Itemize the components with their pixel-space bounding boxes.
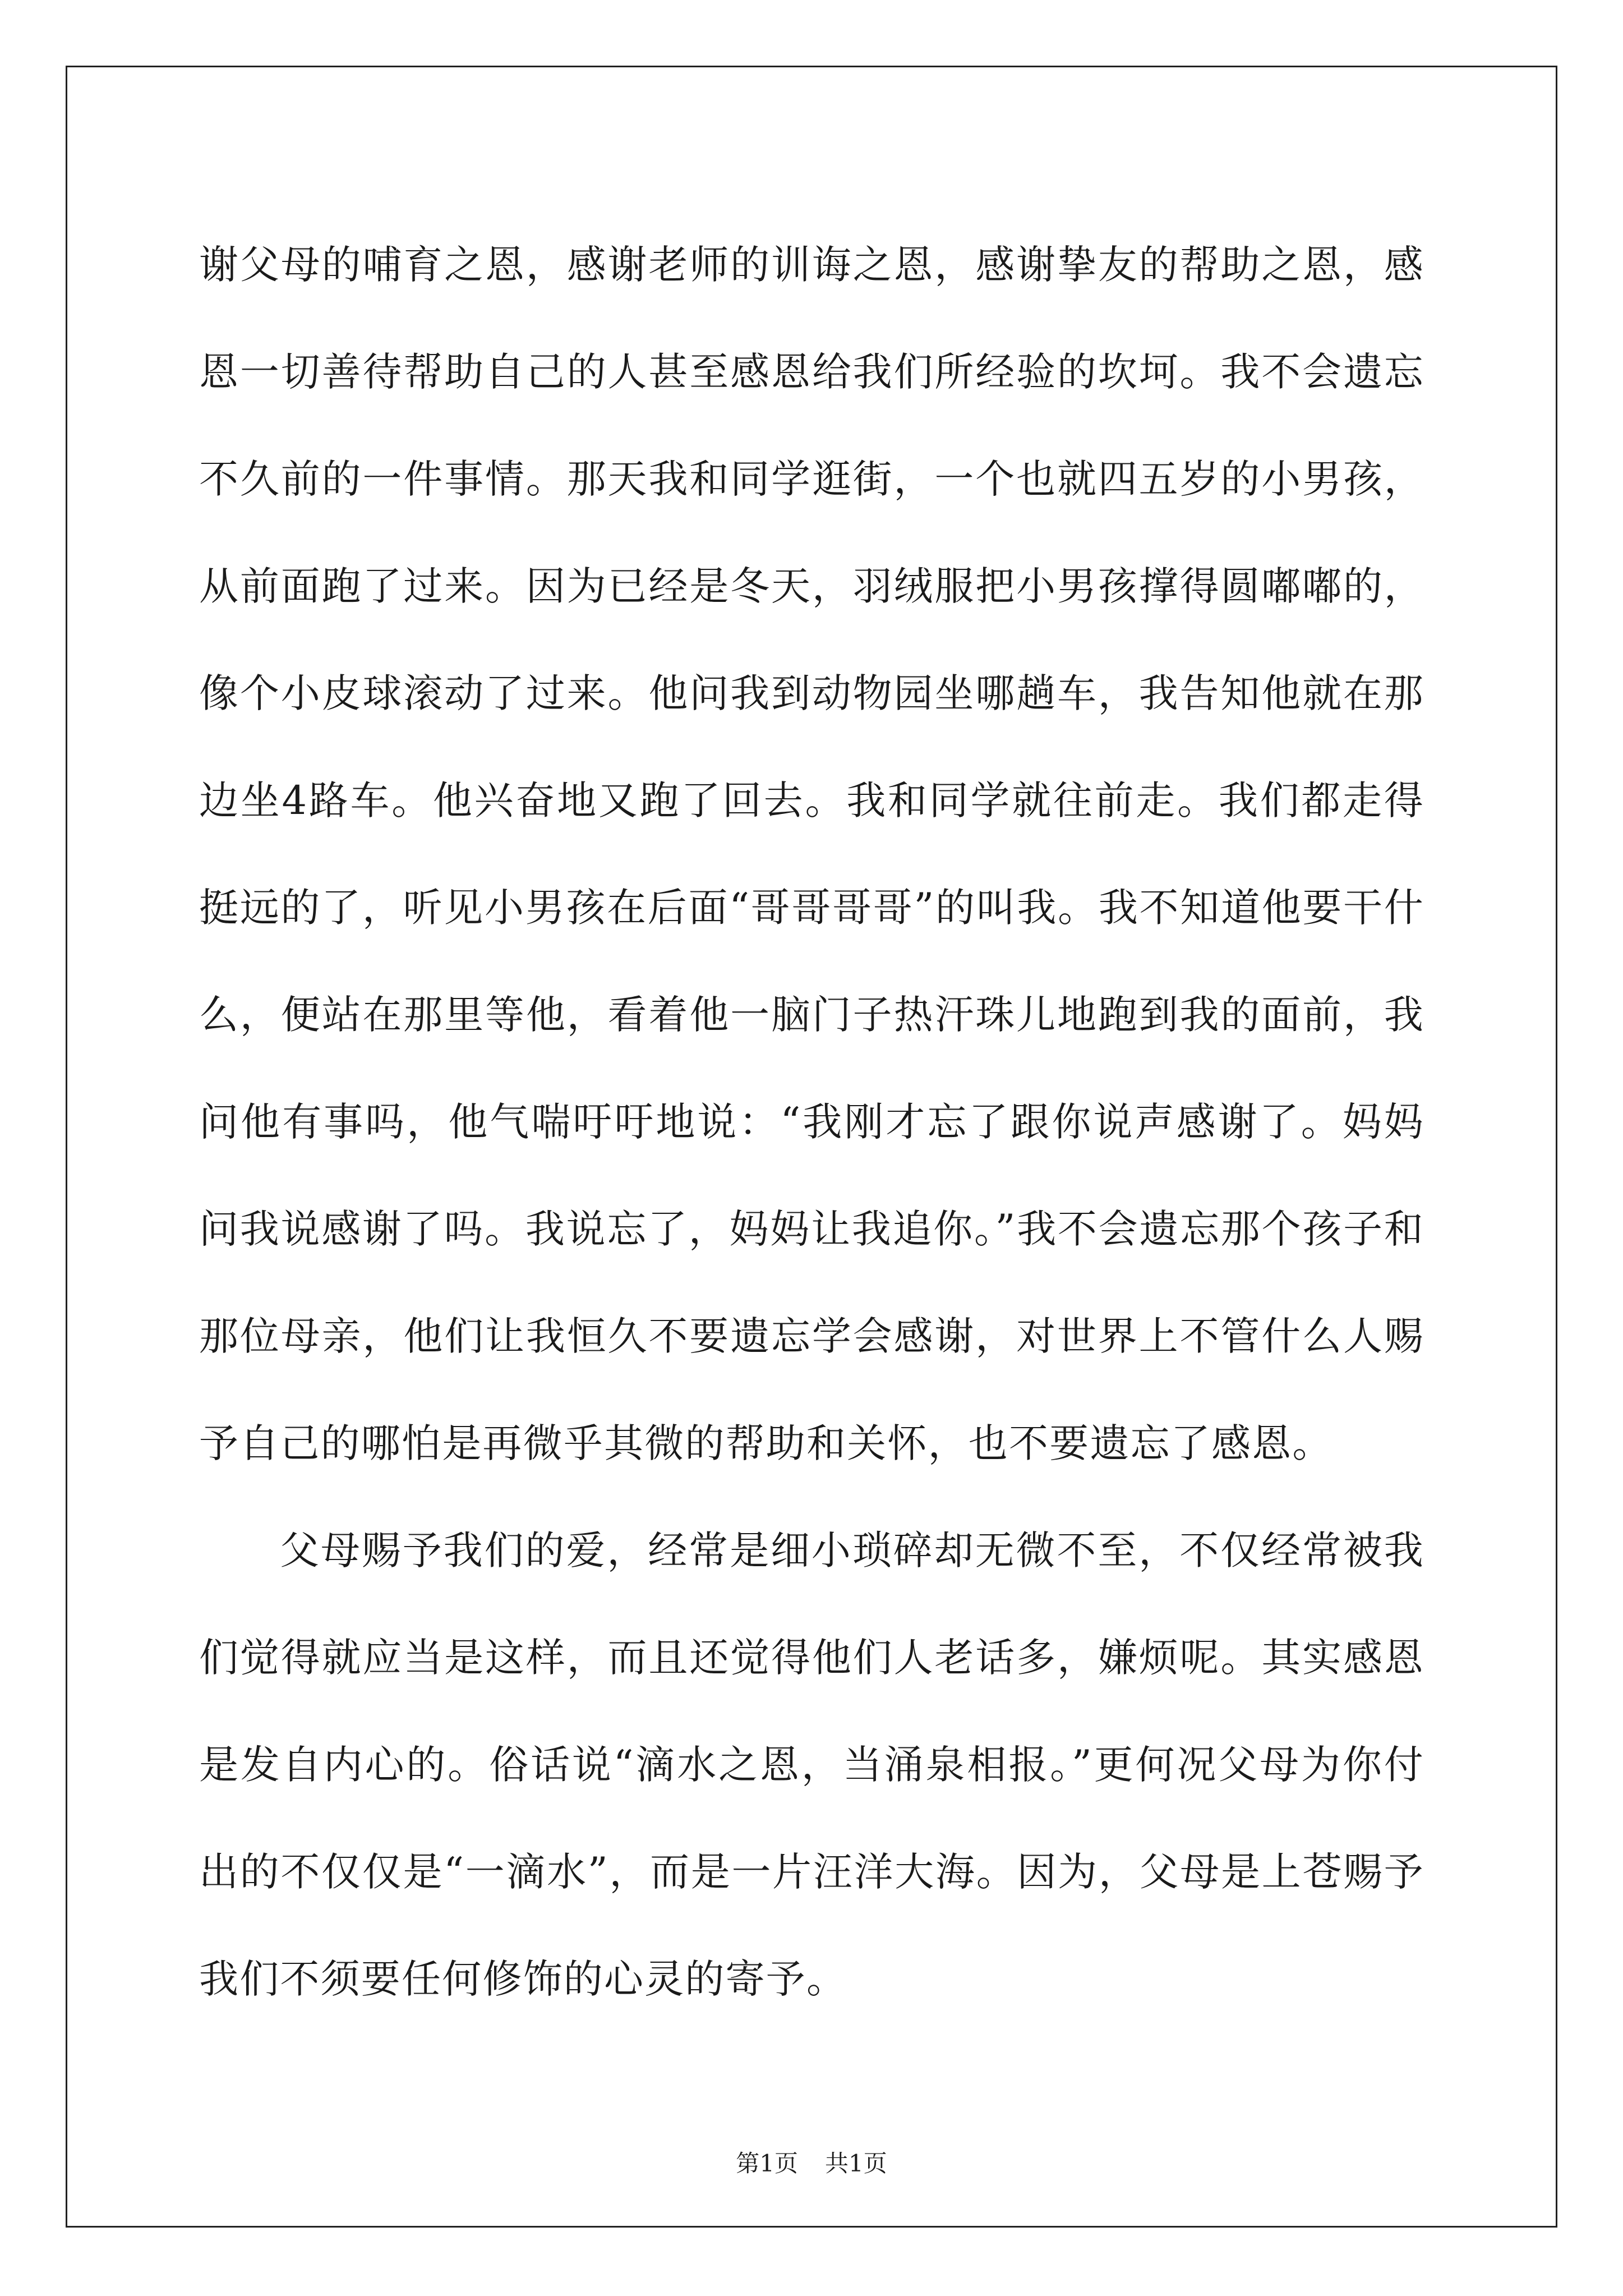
page-footer	[0, 2147, 1623, 2180]
paragraph-2: 父母赐予我们的爱，经常是细小琐碎却无微不至，不仅经常被我们觉得就应当是这样，而且还觉得他们人老话多，嫌烦呢。其实感恩是发自内心的。俗话说“滴水之恩，当涌泉相报。”更何况父母为你付出的不仅仅是“一滴水”，而是一片汪洋大海。因为，父母是上苍赐予我们不须要任何修饰的心灵的寄予。	[199, 1527, 1424, 2002]
document-body	[199, 211, 1424, 2033]
paragraph-1: 谢父母的哺育之恩，感谢老师的训诲之恩，感谢挚友的帮助之恩，感恩一切善待帮助自己的人甚至感恩给我们所经验的坎坷。我不会遗忘不久前的一件事情。那天我和同学逛街，一个也就四五岁的小男孩，从前面跑了过来。因为已经是冬天，羽绒服把小男孩撑得圆嘟嘟的，像个小皮球滚动了过来。他问我到动物园坐哪趟车，我告知他就在那边坐4路车。他兴奋地又跑了回去。我和同学就往前走。我们都走得挺远的了，听见小男孩在后面“哥哥哥哥”的叫我。我不知道他要干什么，便站在那里等他，看着他一脑门子热汗珠儿地跑到我的面前，我问他有事吗，他气喘吁吁地说：“我刚才忘了跟你说声感谢了。妈妈问我说感谢了吗。我说忘了，妈妈让我追你。”我不会遗忘那个孩子和那位母亲，他们让我恒久不要遗忘学会感谢，对世界上不管什么人赐予自己的哪怕是再微乎其微的帮助和关怀，也不要遗忘了感恩。	[199, 242, 1424, 1466]
page-number: 第1页	[736, 2150, 798, 2177]
page-total: 共1页	[825, 2150, 887, 2177]
